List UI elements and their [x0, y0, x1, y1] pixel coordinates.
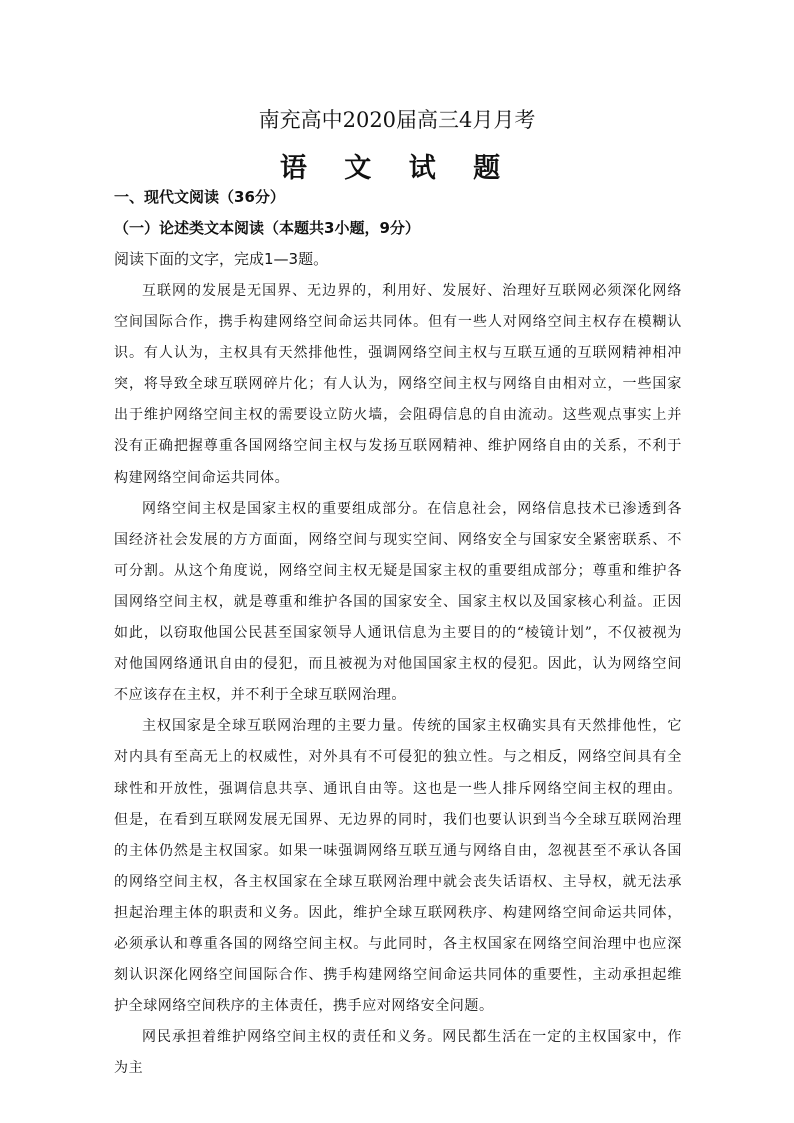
passage-paragraph-2: 网络空间主权是国家主权的重要组成部分。在信息社会，网络信息技术已渗透到各国经济社会发展的方方面面，网络空间与现实空间、网络安全与国家安全紧密联系、不可分割。从这个角度说，网络空间主权无疑是国家主权的重要组成部分；尊重和维护各国网络空间主权，就是尊重和维护各国的国家安全、国家主权以及国家核心利益。正因如此，以窃取他国公民甚至国家领导人通讯信息为主要目的的“棱镜计划”，不仅被视为对他国网络通讯自由的侵犯，而且被视为对他国国家主权的侵犯。因此，认为网络空间不应该存在主权，并不利于全球互联网治理。 — [114, 500, 682, 704]
section-heading-reading: 一、现代文阅读（36分） — [114, 188, 285, 206]
exam-title: 南充高中2020届高三4月月考 — [258, 108, 536, 132]
reading-instruction: 阅读下面的文字，完成1—3题。 — [114, 250, 329, 268]
passage-paragraph-1: 互联网的发展是无国界、无边界的，利用好、发展好、治理好互联网必须深化网络空间国际合作，携手构建网络空间命运共同体。但有一些人对网络空间主权存在模糊认识。有人认为，主权具有天然排他性，强调网络空间主权与互联互通的互联网精神相冲突，将导致全球互联网碎片化；有人认为，网络空间主权与网络自由相对立，一些国家出于维护网络空间主权的需要设立防火墙，会阻碍信息的自由流动。这些观点事实上并没有正确把握尊重各国网络空间主权与发扬互联网精神、维护网络自由的关系，不利于构建网络空间命运共同体。 — [114, 283, 682, 486]
passage-paragraph-4: 网民承担着维护网络空间主权的责任和义务。网民都生活在一定的主权国家中，作为主 — [114, 1029, 682, 1077]
exam-subject-title: 语 文 试 题 — [279, 153, 515, 184]
subsection-heading-argumentative: （一）论述类文本阅读（本题共3小题，9分） — [114, 219, 420, 237]
passage-paragraph-3: 主权国家是全球互联网治理的主要力量。传统的国家主权确实具有天然排他性，它对内具有至高无上的权威性，对外具有不可侵犯的独立性。与之相反，网络空间具有全球性和开放性，强调信息共享、通讯自由等。这也是一些人排斥网络空间主权的理由。但是，在看到互联网发展无国界、无边界的同时，我们也要认识到当今全球互联网治理的主体仍然是主权国家。如果一味强调网络互联互通与网络自由，忽视甚至不承认各国的网络空间主权，各主权国家在全球互联网治理中就会丧失话语权、主导权，就无法承担起治理主体的职责和义务。因此，维护全球互联网秩序、构建网络空间命运共同体，必须承认和尊重各国的网络空间主权。与此同时，各主权国家在网络空间治理中也应深刻认识深化网络空间国际合作、携手构建网络空间命运共同体的重要性，主动承担起维护全球网络空间秩序的主体责任，携手应对网络安全问题。 — [114, 718, 682, 1015]
reading-passage — [114, 276, 682, 1084]
